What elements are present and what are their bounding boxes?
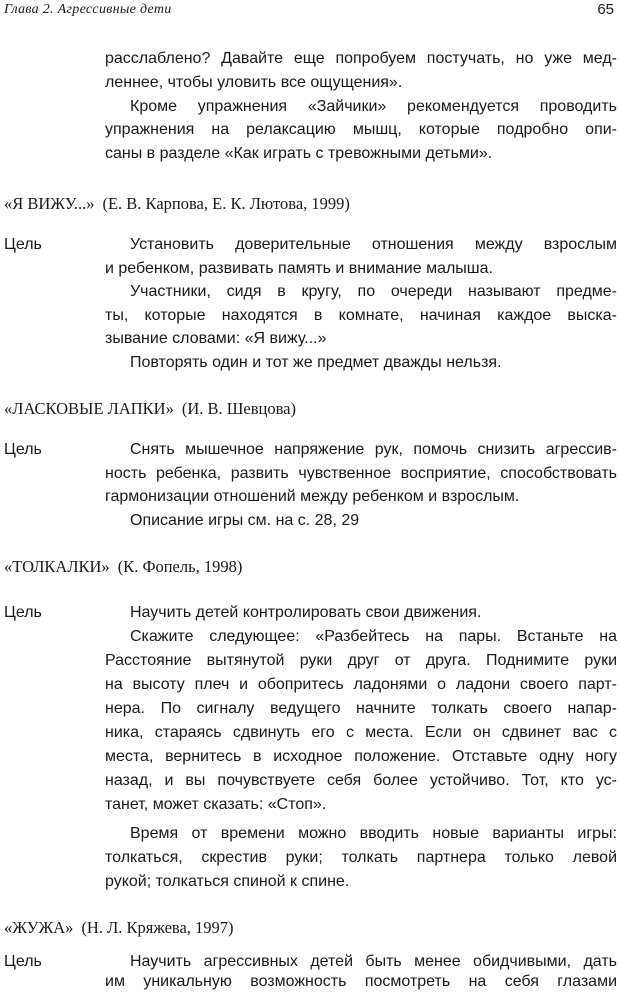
running-title: Глава 2. Агрессивные дети xyxy=(4,2,172,17)
game-name: «ТОЛКАЛКИ» xyxy=(4,557,110,576)
game-name: «ЛАСКОВЫЕ ЛАПКИ» xyxy=(4,399,174,418)
text-line: Установить доверительные отношения между взрослым xyxy=(130,236,617,253)
goal-label: Цель xyxy=(4,604,42,621)
text-line: толкаться, скрестив руки; толкать партнера только левой xyxy=(105,849,617,866)
text-line: Описание игры см. на с. 28, 29 xyxy=(130,512,360,529)
text-line: Снять мышечное напряжение рук, помочь снизить агрессив- xyxy=(130,441,617,458)
text-line: им уникальную возможность посмотреть на себя глазами xyxy=(105,973,617,990)
text-line: Скажите следующее: «Разбейтесь на пары. Встаньте на xyxy=(130,628,617,645)
text-line: места, вернитесь в исходное положение. Отставьте одну ногу xyxy=(105,748,617,765)
game-title-tolkalki xyxy=(4,556,242,578)
text-line: Повторять один и тот же предмет дважды нельзя. xyxy=(130,354,502,371)
text-line: рукой; толкаться спиной к спине. xyxy=(105,873,350,890)
text-line: ты, которые находятся в комнате, начиная каждое выска- xyxy=(105,307,617,324)
text-line: и ребенком, развивать память и внимание малыша. xyxy=(105,260,493,277)
game-title-zhuzha xyxy=(4,917,234,939)
page-number: 65 xyxy=(597,1,614,18)
game-title-laskovye-lapki xyxy=(4,398,296,420)
text-line: Кроме упражнения «Зайчики» рекомендуется проводить xyxy=(130,98,617,115)
text-line: леннее, чтобы уловить все ощущения». xyxy=(105,74,403,91)
game-author: (К. Фопель, 1998) xyxy=(117,557,243,576)
text-line: ника, стараясь сдвинуть его с места. Если он сдвинет вас с xyxy=(105,724,617,741)
text-line: танет, может сказать: «Стоп». xyxy=(105,796,327,813)
text-line: нера. По сигналу ведущего начните толкать своего напар- xyxy=(105,700,617,717)
text-line: ность ребенка, развить чувственное восприятие, способствовать xyxy=(105,465,617,482)
text-line: расслаблено? Давайте еще попробуем постучать, но уже мед- xyxy=(105,50,617,67)
game-name: «Я ВИЖУ...» xyxy=(4,194,95,213)
game-title-ya-vizhu xyxy=(4,193,350,215)
text-line: гармонизации отношений между ребенком и взрослым. xyxy=(105,488,520,505)
goal-label: Цель xyxy=(4,953,42,970)
game-author: (Е. В. Карпова, Е. К. Лютова, 1999) xyxy=(102,194,350,213)
text-line: Научить агрессивных детей быть менее обидчивыми, дать xyxy=(130,953,617,970)
text-line: Расстояние вытянутой руки друг от друга. Поднимите руки xyxy=(105,652,617,669)
text-line: на высоту плеч и обопритесь ладонями о ладони своего парт- xyxy=(105,676,617,693)
text-line: Участники, сидя в кругу, по очереди называют предме- xyxy=(130,283,617,300)
game-author: (И. В. Шевцова) xyxy=(181,399,296,418)
text-line: Время от времени можно вводить новые варианты игры: xyxy=(130,825,617,842)
text-line: назад, и вы почувствуете себя более устойчиво. Тот, кто ус- xyxy=(105,772,617,789)
goal-label: Цель xyxy=(4,441,42,458)
goal-label: Цель xyxy=(4,236,42,253)
game-author: (Н. Л. Кряжева, 1997) xyxy=(81,918,234,937)
text-line: зывание словами: «Я вижу...» xyxy=(105,330,327,347)
text-line: саны в разделе «Как играть с тревожными детьми». xyxy=(105,145,493,162)
text-line: упражнения на релаксацию мышц, которые подробно опи- xyxy=(105,121,617,138)
game-name: «ЖУЖА» xyxy=(4,918,74,937)
text-line: Научить детей контролировать свои движения. xyxy=(130,604,482,621)
